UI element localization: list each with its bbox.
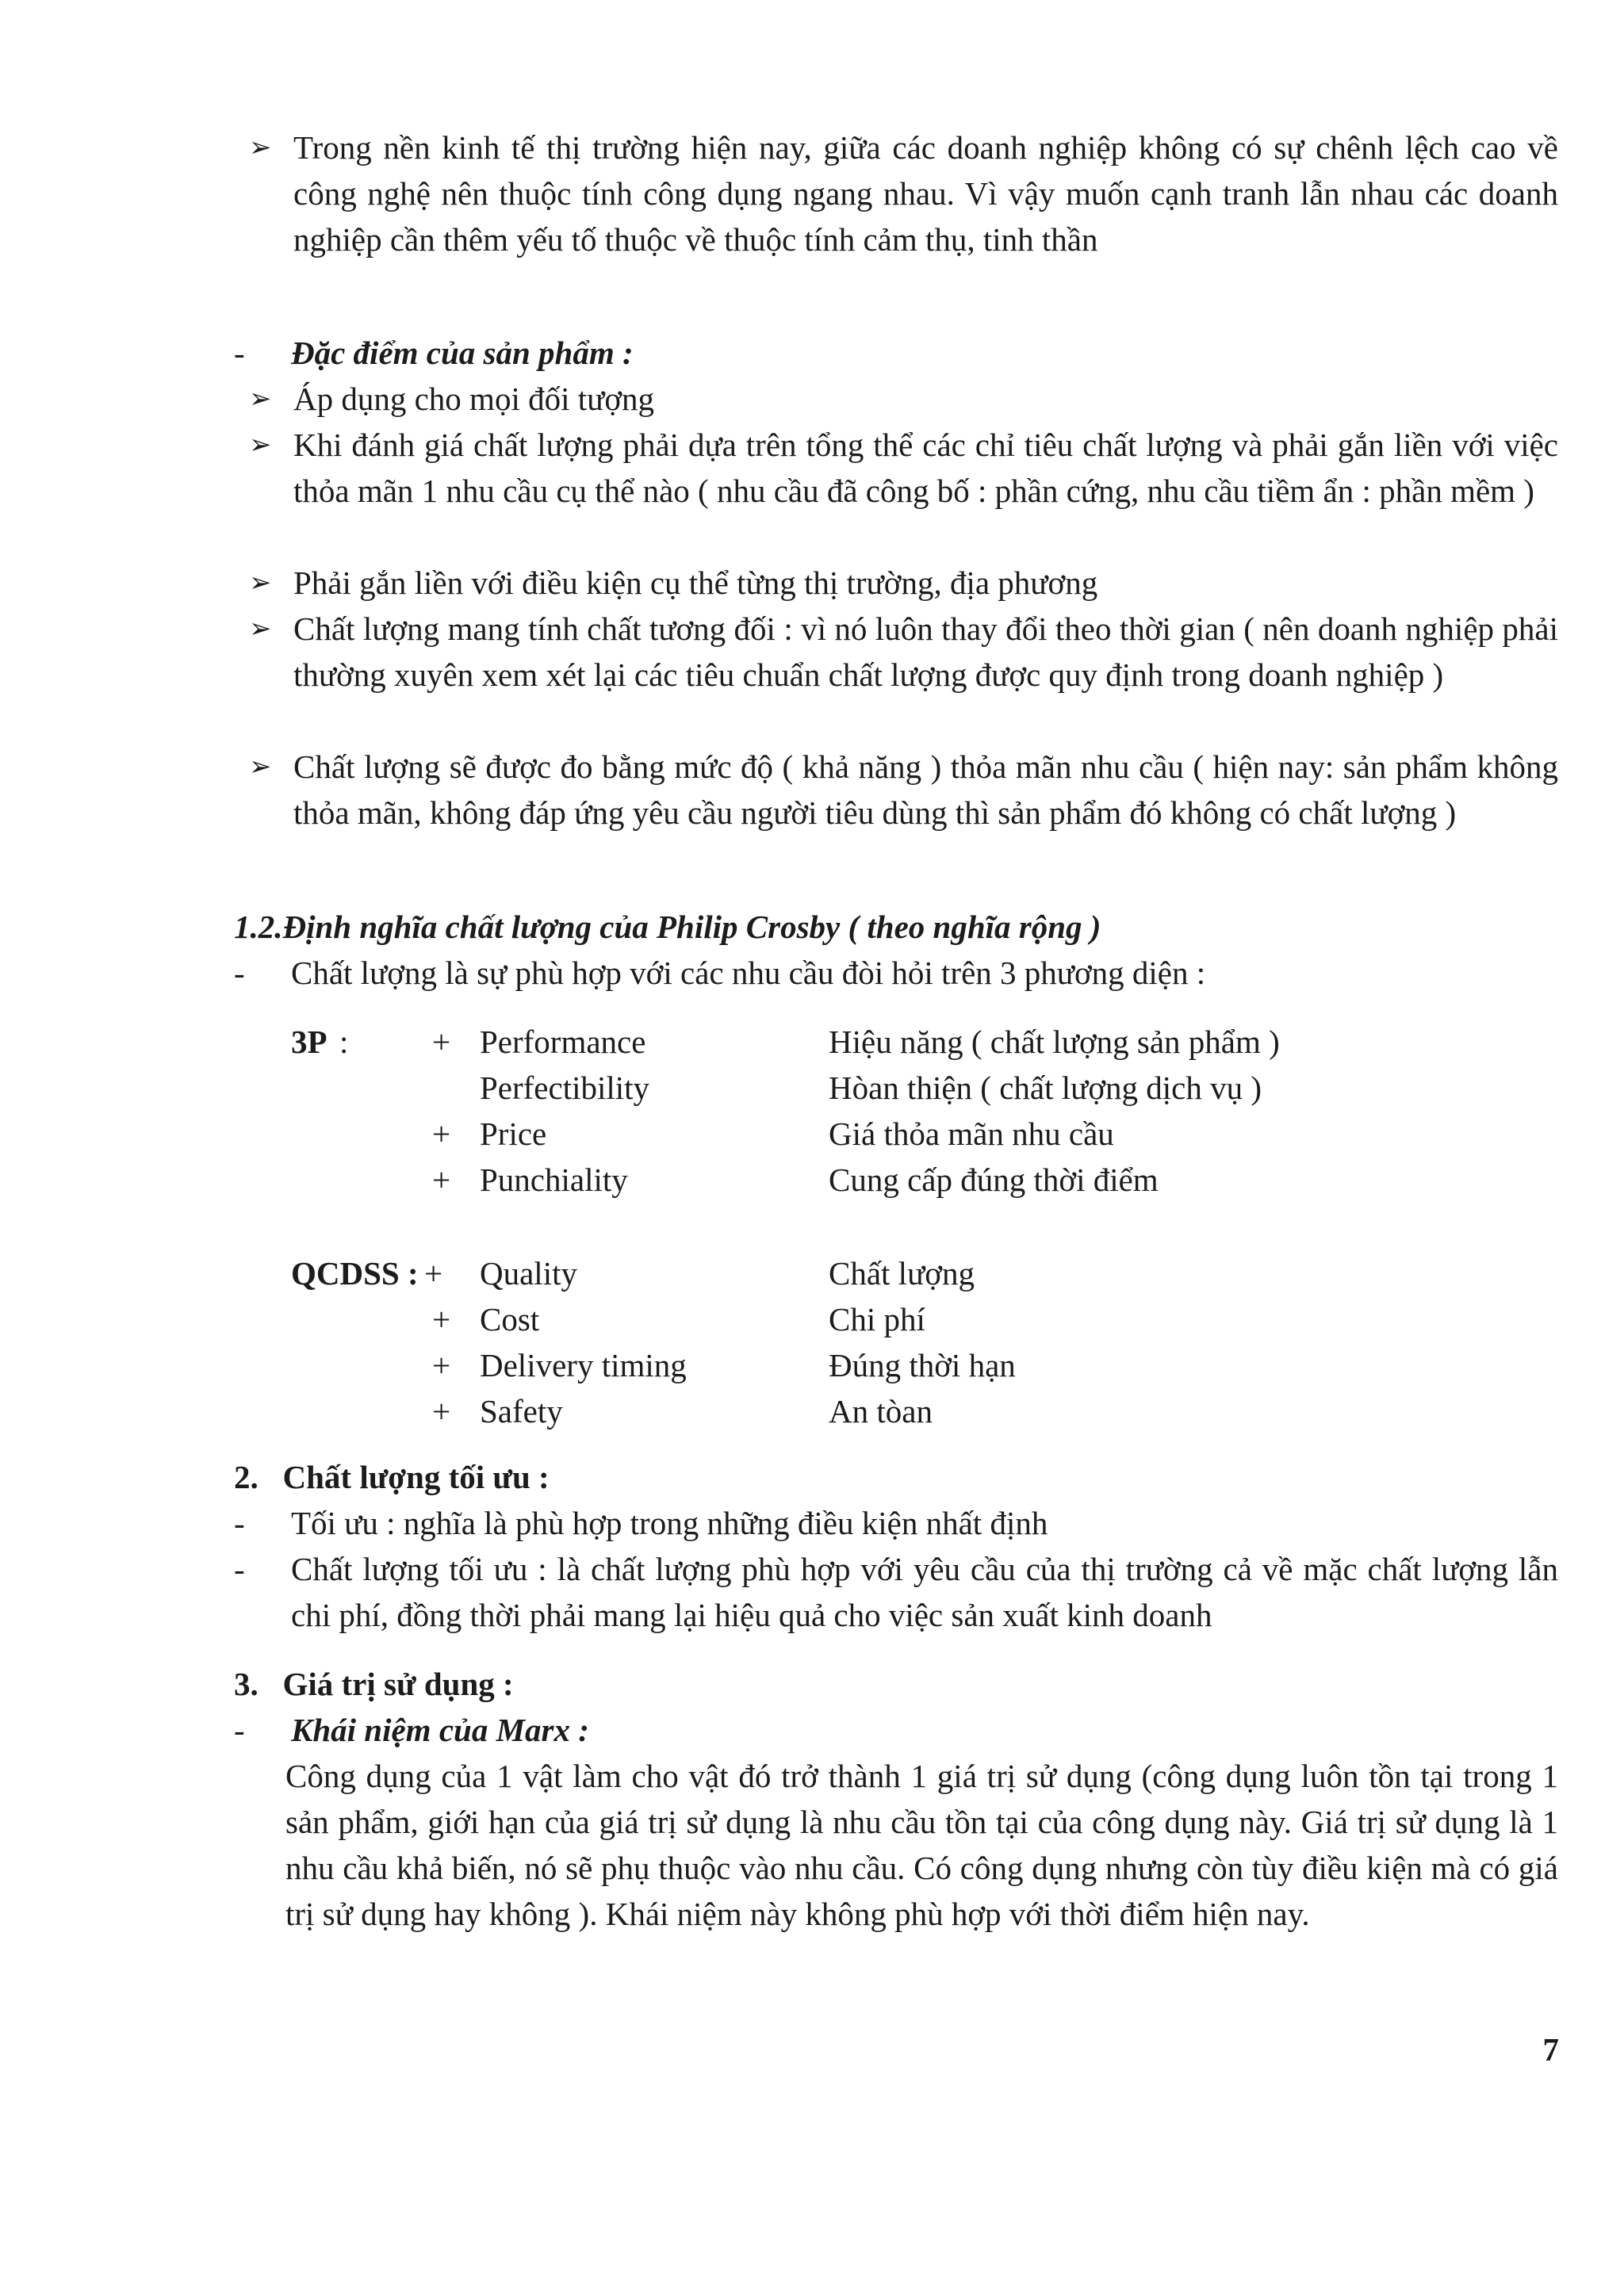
row-term-en: Safety xyxy=(480,1393,563,1429)
row-sign: + xyxy=(432,1024,451,1060)
row-term-vi: Chất lượng xyxy=(829,1255,975,1292)
table-row xyxy=(0,1388,1624,1434)
row-term-en: Perfectibility xyxy=(480,1070,650,1106)
crosby-intro: Chất lượng là sự phù hợp với các nhu cầu đòi hỏi trên 3 phương diện : xyxy=(291,955,1206,991)
marx-paragraph: Công dụng của 1 vật làm cho vật đó trở thành 1 giá trị sử dụng (công dụng luôn tồn tại trong 1 sản phẩm, giới hạn của giá trị sử dụng là nhu cầu tồn tại của công dụng này. Giá trị sử dụng là 1 nhu cầu khả biến, nó sẽ phụ thuộc vào nhu cầu. Có công dụng nhưng còn tùy điều kiện mà có giá trị sử dụng hay không ). Khái niệm này không phù hợp với thời điểm hiện nay. xyxy=(285,1758,1558,1932)
bullet-item xyxy=(249,606,1558,698)
row-term-en: Performance xyxy=(480,1024,646,1060)
row-term-vi: Cung cấp đúng thời điểm xyxy=(829,1161,1159,1198)
page-number: 7 xyxy=(1542,2031,1559,2068)
row-term-en: Cost xyxy=(480,1301,540,1337)
bullet-text: Khi đánh giá chất lượng phải dựa trên tổng thể các chỉ tiêu chất lượng và phải gắn liền với việc thỏa mãn 1 nhu cầu cụ thể nào ( nhu cầu đã công bố : phần cứng, nhu cầu tiềm ẩn : phần mềm ) xyxy=(293,427,1558,509)
dash-marker: - xyxy=(234,955,245,991)
arrow-bullet-icon: ➢ xyxy=(249,429,272,461)
table-row xyxy=(0,1157,1624,1203)
table-row xyxy=(0,1111,1624,1157)
optimal-heading: 2. Chất lượng tối ưu : xyxy=(234,1459,550,1495)
bullet-text: Chất lượng mang tính chất tương đối : vì nó luôn thay đổi theo thời gian ( nên doanh nghiệp phải thường xuyên xem xét lại các tiêu chuẩn chất lượng được quy định trong doanh nghiệp ) xyxy=(293,610,1558,693)
row-term-en: Price xyxy=(480,1115,547,1152)
list-item-text: Tối ưu : nghĩa là phù hợp trong những điều kiện nhất định xyxy=(291,1505,1048,1541)
table-row xyxy=(0,1296,1624,1342)
bullet-item xyxy=(249,422,1558,514)
row-sign: + xyxy=(432,1161,451,1198)
bullet-item xyxy=(249,744,1558,836)
arrow-bullet-icon: ➢ xyxy=(249,567,272,599)
arrow-bullet-icon: ➢ xyxy=(249,132,272,163)
row-term-en: Delivery timing xyxy=(480,1347,687,1383)
bullet-text: Trong nền kinh tế thị trường hiện nay, giữa các doanh nghiệp không có sự chênh lệch cao về công nghệ nên thuộc tính công dụng ngang nhau. Vì vậy muốn cạnh tranh lẫn nhau các doanh nghiệp cần thêm yếu tố thuộc về thuộc tính cảm thụ, tinh thần xyxy=(293,129,1558,258)
list-item-text: Chất lượng tối ưu : là chất lượng phù hợp với yêu cầu của thị trường cả về mặc chất lượng lẫn chi phí, đồng thời phải mang lại hiệu quả cho việc sản xuất kinh doanh xyxy=(291,1551,1558,1633)
row-term-vi: Hiệu năng ( chất lượng sản phẩm ) xyxy=(829,1024,1280,1060)
table-row xyxy=(0,1065,1624,1111)
bullet-item xyxy=(249,560,1558,606)
arrow-bullet-icon: ➢ xyxy=(249,383,272,415)
dash-marker: - xyxy=(234,1551,245,1587)
dash-marker: - xyxy=(234,335,245,371)
table-row xyxy=(0,1250,1624,1296)
row-sign: + xyxy=(432,1393,451,1429)
crosby-heading: 1.2.Định nghĩa chất lượng của Philip Crosby ( theo nghĩa rộng ) xyxy=(234,909,1101,945)
label-3p-colon: : xyxy=(339,1024,349,1060)
bullet-text: Áp dụng cho mọi đối tượng xyxy=(293,381,655,417)
row-term-vi: An tòan xyxy=(829,1393,933,1429)
table-row xyxy=(0,1019,1624,1065)
row-sign: + xyxy=(424,1255,443,1292)
dash-marker: - xyxy=(234,1712,245,1748)
features-heading: Đặc điểm của sản phẩm : xyxy=(291,335,634,371)
arrow-bullet-icon: ➢ xyxy=(249,613,272,645)
bullet-text: Chất lượng sẽ được đo bằng mức độ ( khả năng ) thỏa mãn nhu cầu ( hiện nay: sản phẩm không thỏa mãn, không đáp ứng yêu cầu người tiêu dùng thì sản phẩm đó không có chất lượng ) xyxy=(293,748,1558,831)
table-row xyxy=(0,1342,1624,1388)
label-qcdss: QCDSS : xyxy=(291,1255,419,1292)
bullet-text: Phải gắn liền với điều kiện cụ thể từng thị trường, địa phương xyxy=(293,564,1098,601)
row-term-vi: Giá thỏa mãn nhu cầu xyxy=(829,1115,1114,1152)
row-sign: + xyxy=(432,1301,451,1337)
row-term-en: Punchiality xyxy=(480,1161,628,1198)
bullet-item xyxy=(249,124,1558,262)
row-term-vi: Chi phí xyxy=(829,1301,925,1337)
arrow-bullet-icon: ➢ xyxy=(249,751,272,783)
use-value-heading: 3. Giá trị sử dụng : xyxy=(234,1666,514,1702)
marx-heading: Khái niệm của Marx : xyxy=(291,1712,589,1748)
row-term-vi: Đúng thời hạn xyxy=(829,1347,1016,1383)
row-sign: + xyxy=(432,1347,451,1383)
label-3p: 3P xyxy=(291,1024,327,1060)
bullet-item xyxy=(249,376,1558,422)
row-term-en: Quality xyxy=(480,1255,577,1292)
row-sign: + xyxy=(432,1115,451,1152)
dash-marker: - xyxy=(234,1505,245,1541)
row-term-vi: Hòan thiện ( chất lượng dịch vụ ) xyxy=(829,1070,1262,1106)
